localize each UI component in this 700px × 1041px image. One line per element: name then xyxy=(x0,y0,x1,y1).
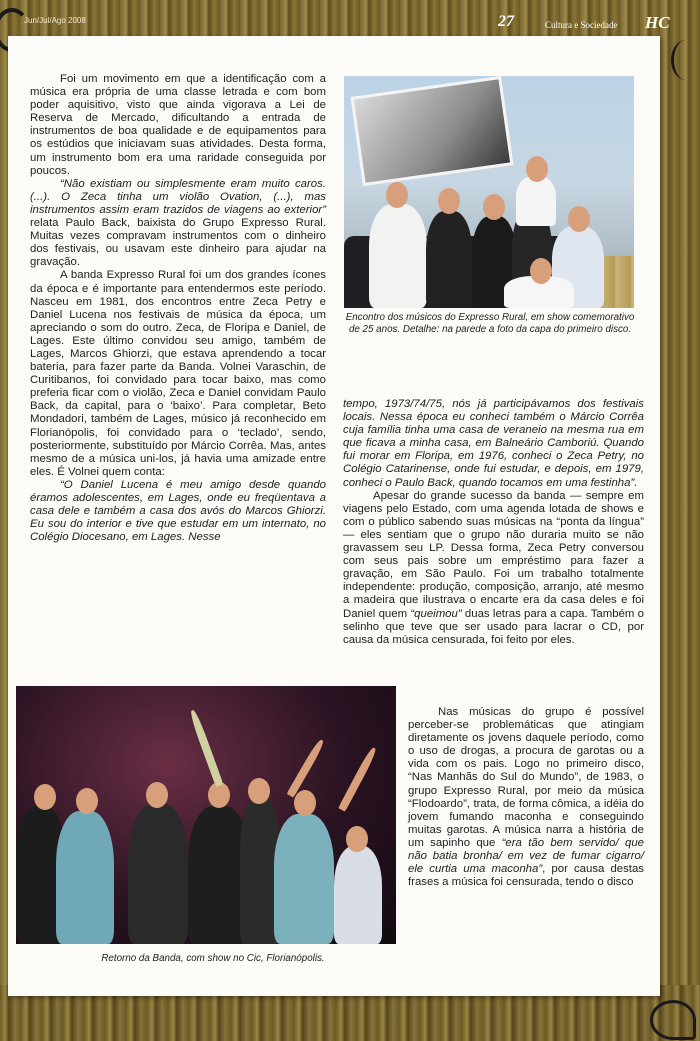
person-head xyxy=(248,778,270,804)
raised-arm-shape xyxy=(287,738,326,797)
paragraph: “Não existiam ou simplesmente eram muito caros. (...). O Zeca tinha um violão Ovation, (...), mas instrumentos assim eram trazidos de viagens ao exterior” relata Paulo Back, baixista do Grupo Expresso Rural. Muitas vezes compravam instrumentos com o dinheiro dos festivais, ou usavam este dinheiro para ajudar na gravação. xyxy=(30,177,326,269)
photo-band-reunion xyxy=(344,76,634,308)
person-head xyxy=(346,826,368,852)
section-title: Cultura e Sociedade xyxy=(545,20,618,30)
paragraph: Apesar do grande sucesso da banda — sempre em viagens pelo Estado, com uma agenda lotada de shows e com o público sabendo suas músicas na “ponta da língua” — eles sentiam que o grupo não duraria muito se não gravassem seu LP. Dessa forma, Zeca Petry conversou com seus pais sobre um empréstimo para fazer a gravação, em São Paulo. Foi um trabalho totalmente independente: produção, composição, arranjo, até mesmo a madeira que ilustrava o encarte era da casa deles e foi Daniel quem “queimou” duas letras para a capa. Também o selinho que teve que ser usado para lacrar o CD, por causa da música censurada, foi feito por eles. xyxy=(343,489,644,646)
framed-album-photo xyxy=(350,76,513,186)
paragraph: Nas músicas do grupo é possível perceber-se problemáticas que atingiam diretamente os jovens daquele período, como o uso de drogas, a procura de garotas ou a vida com os pais. Logo no primeiro disco, “Nas Manhãs do Sul do Mundo”, de 1983, o grupo Expresso Rural, por meio da música “Flodoardo”, trata, de forma cômica, a idéia do jovem fumando maconha e conseguindo muitas garotas. A música narra a história de um sapinho que “era tão bem servido/ que não batia bronha/ em vez de fumar cigarro/ ele curtia uma maconha”, por causa destas frases a música foi censurada, tendo o disco xyxy=(408,706,644,889)
person-shape xyxy=(128,804,188,944)
person-shape xyxy=(426,211,472,308)
article-column-left xyxy=(30,73,326,544)
article-column-right-lower xyxy=(408,706,644,889)
person-head xyxy=(208,782,230,808)
photo-caption-concert: Retorno da Banda, com show no Cic, Florianópolis. xyxy=(101,953,325,964)
person-head xyxy=(76,788,98,814)
person-head xyxy=(438,188,460,214)
person-head xyxy=(526,156,548,182)
person-shape xyxy=(334,846,382,944)
page-number: 27 xyxy=(498,13,514,30)
paragraph: A banda Expresso Rural foi um dos grandes ícones da época e é importante para entendermos este período. Nasceu em 1981, dos encontros entre Zeca Petry e Daniel Lucena nos festivais de música da época, um apreciando o som do outro. Zeca, de Floripa e Daniel, de Lages. Este último convidou seu amigo, também de Lages, Marcos Ghiorzi, que estava aprendendo a tocar bateria, para fazer parte da Banda. Volnei Varaschin, de Curitibanos, foi convidado para tocar baixo, mas como preferia ficar com o violão, Zeca e Daniel convidam Paulo Back, da capital, para o ‘baixo’. Para completar, Beto Mondadori, também de Lages, músico já reconhecido em Florianópolis, foi convidado para o ‘teclado’, sendo, posteriormente, substituído por Márcio Corrêa. Mas, antes mesmo de a música uni-los, já havia uma amizade entre eles. É Volnei quem conta: xyxy=(30,269,326,478)
raised-arm-shape xyxy=(338,746,378,812)
paragraph: Foi um movimento em que a identificação com a música era própria de uma classe letrada e com bom poder aquisitivo, visto que ainda vigorava a Lei de Reserva de Mercado, dificultando a entrada de instrumentos de boa qualidade e de equipamentos para os estúdios que iniciavam suas atividades. Desta forma, um instrumento bom era uma raridade conseguida por poucos. xyxy=(30,73,326,177)
person-head xyxy=(386,182,408,208)
issue-date: Jun/Jul/Ago 2008 xyxy=(24,16,86,25)
person-shape xyxy=(56,811,114,944)
person-head xyxy=(146,782,168,808)
paragraph: tempo, 1973/74/75, nós já participávamos dos festivais locais. Nessa época eu conheci também o Márcio Corrêa cuja família tinha uma casa de veraneio na mesma rua em que ficava a minha casa, em Balneário Camboriú. Quando fui morar em Floripa, em 1976, conheci o Zeca Petry, no Colégio Catarinense, onde fui estudar, e depois, em 1979, conheci o Paulo Back, quando tocamos em uma festinha”. xyxy=(343,398,644,489)
corner-ornament-icon xyxy=(650,1000,696,1040)
person-head xyxy=(568,206,590,232)
leaf-ornament-icon xyxy=(671,40,700,80)
person-shape xyxy=(516,176,556,226)
person-head xyxy=(34,784,56,810)
person-shape xyxy=(369,204,427,308)
photo-band-concert xyxy=(16,686,396,944)
article-column-right xyxy=(343,398,644,647)
person-head xyxy=(294,790,316,816)
person-head xyxy=(530,258,552,284)
paragraph: “O Daniel Lucena é meu amigo desde quando éramos adolescentes, em Lages, onde eu freqüentava a casa dele e também a casa dos avós do Marcos Ghiorzi. Eu sou do interior e tive que estudar em um internato, no Colégio Diocesano, em Lages. Nesse xyxy=(30,478,326,544)
raised-arm-shape xyxy=(189,709,224,787)
magazine-logo: HC xyxy=(645,13,670,32)
photo-caption-reunion: Encontro dos músicos do Expresso Rural, em show comemorativo de 25 anos. Detalhe: na parede a foto da capa do primeiro disco. xyxy=(345,312,635,335)
person-shape xyxy=(274,814,334,944)
person-head xyxy=(483,194,505,220)
page-paper xyxy=(8,36,660,996)
